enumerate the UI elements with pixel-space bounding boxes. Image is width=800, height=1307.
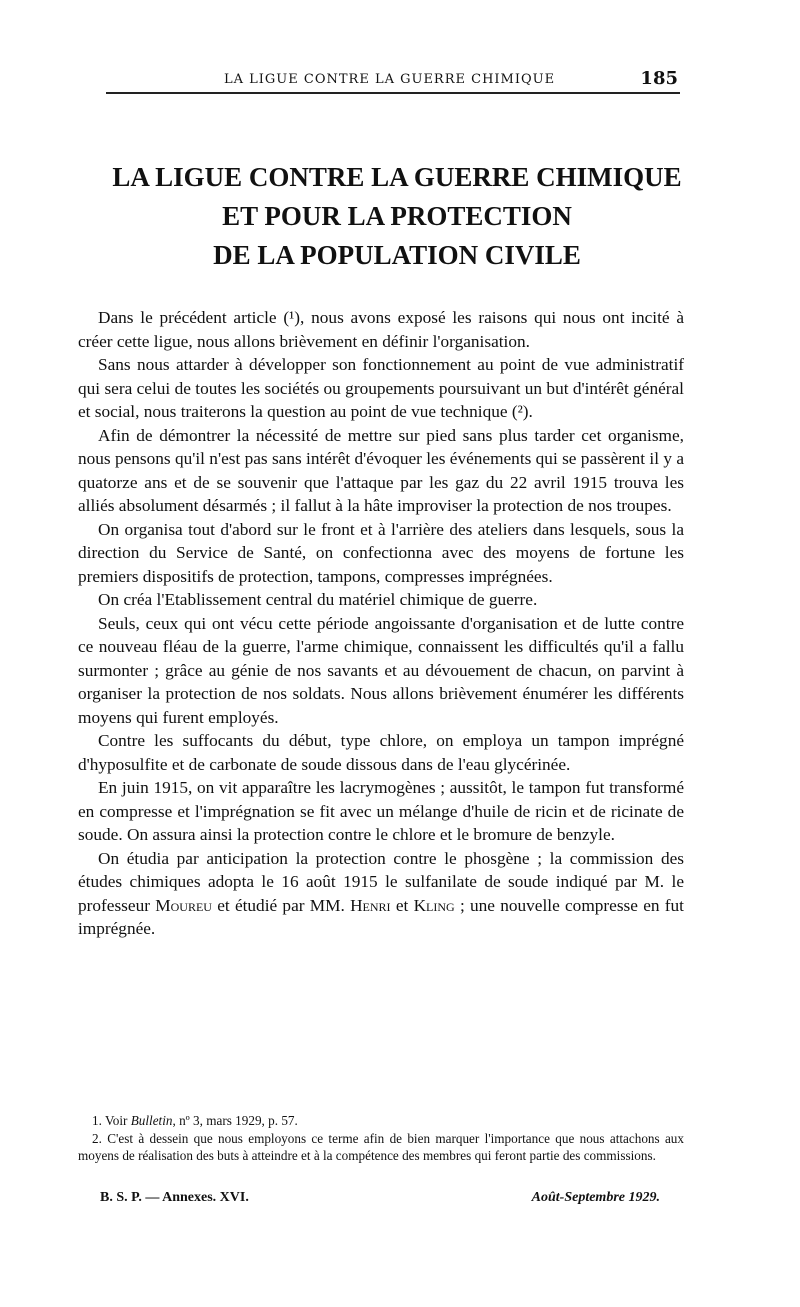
paragraph-9-text-c: et (390, 895, 414, 915)
article-body (78, 306, 684, 941)
footer-date: Août-Septembre 1929. (531, 1190, 660, 1205)
footnotes (78, 1112, 684, 1165)
page-number: 185 (640, 68, 678, 89)
paragraph-9-text-b: et étudié par MM. (211, 895, 351, 915)
running-title: LA LIGUE CONTRE LA GUERRE CHIMIQUE (224, 72, 556, 87)
paragraph-8: En juin 1915, on vit apparaître les lacrymogènes ; aussitôt, le tampon fut transformé en compresse et l'imprégnation se fit avec un mélange d'huile de ricin et de ricinate de soude. On assura ainsi la protection contre le chlore et le bromure de benzyle. (78, 778, 684, 844)
running-header (106, 62, 680, 94)
title-line-1: LA LIGUE CONTRE LA GUERRE CHIMIQUE (112, 162, 682, 192)
title-line-2: ET POUR LA PROTECTION (222, 201, 572, 231)
name-moureu: Moureu (155, 895, 212, 915)
paragraph-9 (78, 847, 684, 941)
page-footer (100, 1190, 660, 1210)
footnote-1 (78, 1112, 684, 1130)
footer-journal: B. S. P. — Annexes. XVI. (100, 1190, 249, 1205)
paragraph-9-text-a: On étudia par anticipation la protection contre le phosgène ; la commission des études chimiques adopta le 16 août 1915 le sulfanilate de soude indiqué par M. le professeur (78, 848, 684, 915)
article-title (100, 158, 694, 275)
footnote-1-text-b: , nº 3, mars 1929, p. 57. (172, 1113, 298, 1128)
footnote-2: 2. C'est à dessein que nous employons ce terme afin de bien marquer l'importance que nous attachons aux moyens de réalisation des buts à atteindre et à la compétence des membres qui feront partie des commissions. (78, 1130, 684, 1163)
paragraph-4: On organisa tout d'abord sur le front et à l'arrière des ateliers dans lesquels, sous la direction du Service de Santé, on confectionna avec des moyens de fortune les premiers dispositifs de protection, tampons, compresses imprégnées. (78, 519, 684, 586)
paragraph-9-text-d: ; une nouvelle compresse en fut imprégnée. (78, 895, 684, 938)
name-henri: Henri (350, 895, 391, 915)
paragraph-2: Sans nous attarder à développer son fonctionnement au point de vue administratif qui sera celui de toutes les sociétés ou groupements poursuivant un but d'intérêt général et social, nous traiterons la question au point de vue technique (²). (78, 355, 684, 421)
paragraph-1: Dans le précédent article (¹), nous avons exposé les raisons qui nous ont incité à créer cette ligue, nous allons brièvement en définir l'organisation. (78, 308, 684, 351)
footnote-1-text-a: 1. Voir (92, 1113, 131, 1128)
paragraph-3: Afin de démontrer la nécessité de mettre sur pied sans plus tarder cet organisme, nous pensons qu'il n'est pas sans intérêt d'évoquer les événements qui se passèrent il y a quatorze ans et de se souvenir que l'attaque par les gaz du 22 avril 1915 trouva les alliés absolument désarmés ; il fallut à la hâte improviser la protection de nos troupes. (78, 425, 684, 515)
paragraph-5: On créa l'Etablissement central du matériel chimique de guerre. (98, 590, 538, 609)
name-kling: Kling (413, 895, 455, 915)
paragraph-6: Seuls, ceux qui ont vécu cette période angoissante d'organisation et de lutte contre ce nouveau fléau de la guerre, l'arme chimique, connaissent les difficultés qu'il a fallu surmonter ; grâce au génie de nos savants et au dévouement de chacun, on parvint à organiser la protection de nos soldats. Nous allons brièvement énumérer les différents moyens qui furent employés. (78, 613, 684, 727)
title-line-3: DE LA POPULATION CIVILE (213, 240, 581, 270)
paragraph-7: Contre les suffocants du début, type chlore, on employa un tampon imprégné d'hyposulfite et de carbonate de soude dissous dans de l'eau glycérinée. (78, 731, 684, 774)
footnote-1-title: Bulletin (130, 1113, 173, 1128)
